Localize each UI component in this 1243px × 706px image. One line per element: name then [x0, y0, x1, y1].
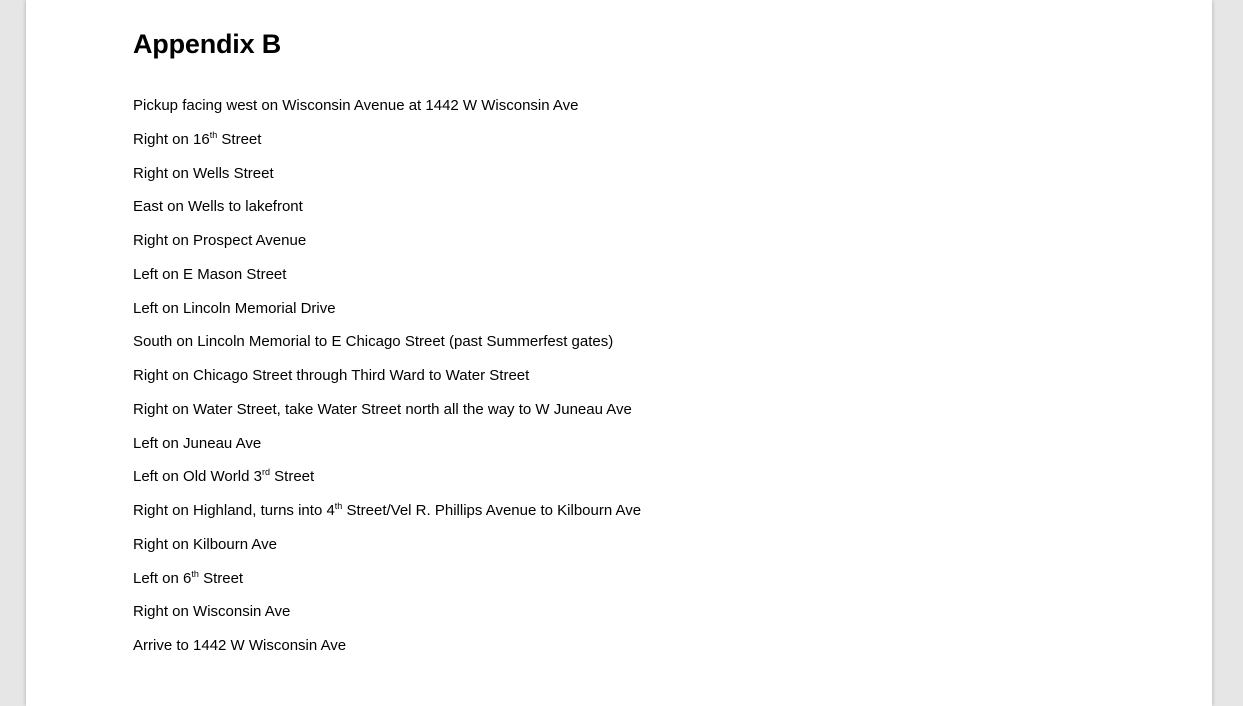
direction-text: Left on 6 [133, 569, 192, 587]
direction-step [133, 231, 641, 265]
direction-text: Pickup facing west on Wisconsin Avenue at 1442 W Wisconsin Ave [133, 97, 579, 114]
direction-step [133, 501, 641, 535]
direction-text: Arrive to 1442 W Wisconsin Ave [133, 637, 347, 654]
direction-text: Right on 16 [133, 130, 210, 148]
direction-text-continued: Street/Vel R. Phillips Avenue to Kilbourn Ave [342, 502, 642, 519]
direction-text-continued: Street [269, 468, 315, 486]
direction-step [133, 299, 641, 333]
page-title: Appendix B [133, 29, 282, 59]
direction-step [133, 602, 641, 636]
direction-text: Right on Kilbourn Ave [133, 535, 277, 553]
direction-step [133, 164, 641, 198]
direction-text-continued: Street [198, 569, 244, 587]
direction-text: Right on Wisconsin Ave [133, 603, 291, 621]
ordinal-suffix: th [191, 568, 199, 579]
direction-text: Right on Wells Street [133, 164, 274, 182]
ordinal-suffix: th [209, 129, 218, 140]
direction-step [133, 569, 641, 603]
direction-text: Left on Old World 3 [133, 468, 262, 486]
ordinal-suffix: th [334, 501, 343, 511]
direction-text: Right on Water Street, take Water Street north all the way to W Juneau Ave [133, 400, 632, 418]
direction-text: East on Wells to lakefront [133, 198, 303, 216]
direction-text: Left on Lincoln Memorial Drive [133, 299, 336, 317]
direction-step [133, 265, 641, 299]
direction-text: South on Lincoln Memorial to E Chicago Street (past Summerfest gates) [133, 333, 614, 351]
direction-text: Right on Prospect Avenue [133, 232, 307, 249]
direction-step [133, 130, 641, 164]
direction-step [133, 535, 641, 569]
document-page [26, 0, 1212, 706]
directions-list [133, 96, 641, 670]
direction-step [133, 400, 641, 434]
direction-text: Right on Chicago Street through Third Ward to Water Street [133, 367, 530, 384]
ordinal-suffix: rd [261, 467, 270, 478]
direction-text-continued: Street [217, 130, 262, 148]
direction-step [133, 366, 641, 400]
direction-step [133, 96, 641, 130]
page-content [133, 28, 1133, 654]
direction-step [133, 197, 641, 231]
direction-step [133, 467, 641, 501]
direction-text: Right on Highland, turns into 4 [133, 502, 335, 519]
direction-step [133, 332, 641, 366]
direction-text: Left on Juneau Ave [133, 434, 262, 452]
direction-text: Left on E Mason Street [133, 265, 287, 283]
direction-step [133, 636, 641, 670]
direction-step [133, 434, 641, 468]
